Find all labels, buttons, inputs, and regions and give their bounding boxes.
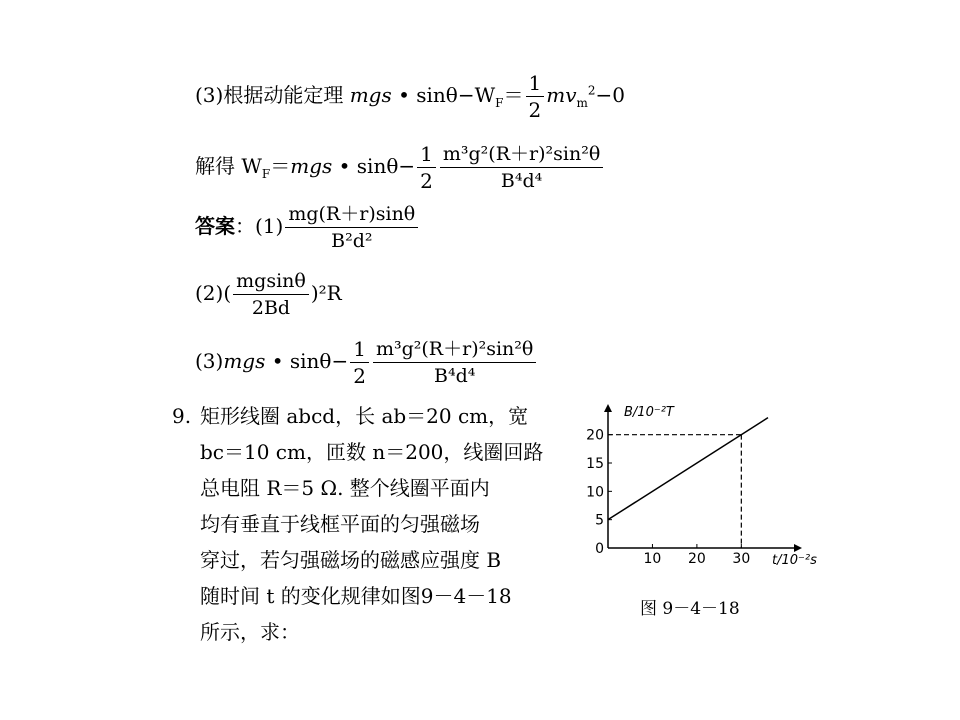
figure-caption: 图 9－4－18 — [640, 599, 740, 619]
y-tick-label: 5 — [595, 512, 604, 529]
answer-3-line — [195, 336, 538, 389]
answer-3-half-num: 1 — [353, 337, 366, 361]
y-tick-label: 20 — [586, 427, 604, 444]
solution-line-3-eq: ＝ — [503, 83, 524, 107]
solution-line-3-half — [526, 70, 545, 123]
solve-eq: ＝ — [270, 154, 291, 178]
answer-3-term: mgs — [223, 349, 266, 373]
solve-w-sub: F — [261, 167, 271, 181]
answer-1-den: B²d² — [285, 227, 418, 254]
solution-line-3-sin: sinθ — [416, 83, 458, 107]
solve-prefix: 解得 — [195, 154, 235, 178]
x-tick-label: 20 — [687, 551, 706, 567]
problem-line: 均有垂直于线框平面的匀强磁场 — [200, 512, 480, 536]
answer-2-den: 2Bd — [233, 294, 309, 321]
solution-line-3 — [195, 70, 625, 123]
answer-2-num: mgsinθ — [236, 270, 306, 292]
answer-2-label: (2)( — [195, 281, 232, 305]
solution-solve-line — [195, 141, 605, 194]
problem-line: bc＝10 cm，匝数 n＝200，线圈回路 — [200, 440, 544, 464]
answer-3-fraction — [373, 336, 536, 389]
solution-line-3-half-den: 2 — [526, 96, 545, 123]
answer-2-tail: )²R — [310, 281, 342, 305]
solution-line-3-w: W — [474, 83, 496, 107]
solve-w: W — [241, 154, 262, 178]
solve-half-den: 2 — [417, 167, 436, 194]
answer-2-line — [195, 268, 342, 321]
y-axis-label: B/10⁻²T — [624, 405, 674, 420]
answer-3-label: (3) — [195, 349, 224, 373]
problem-line: 所示，求： — [200, 620, 300, 644]
y-tick-label: 15 — [586, 456, 604, 472]
answer-3-minus: − — [331, 349, 349, 373]
answer-3-half-den: 2 — [350, 362, 369, 389]
answer-1-label: (1) — [255, 214, 284, 238]
solve-half — [417, 141, 436, 194]
b-t-graph — [588, 398, 828, 578]
answer-2-fraction — [233, 268, 309, 321]
solution-line-3-sq: 2 — [587, 83, 596, 98]
answer-3-dot: • — [271, 349, 284, 373]
answer-3-sin: sinθ — [289, 349, 332, 373]
problem-line: 穿过，若匀强磁场的磁感应强度 B — [200, 548, 502, 572]
problem-text — [200, 398, 543, 650]
answer-label: 答案 — [195, 214, 235, 238]
problem-line: 总电阻 R＝5 Ω. 整个线圈平面内 — [200, 476, 490, 500]
answer-3-half — [350, 336, 369, 389]
solution-line-3-tail: −0 — [595, 83, 626, 107]
solve-minus: − — [398, 154, 416, 178]
answer-1-num: mg(R＋r)sinθ — [288, 203, 416, 225]
solution-line-3-term: mgs — [349, 83, 392, 107]
b-t-line — [608, 418, 768, 520]
x-axis-label: t/10⁻²s — [772, 553, 817, 568]
x-axis-arrow — [794, 544, 802, 552]
solution-line-3-v-sub: m — [576, 96, 588, 110]
x-tick-label: 30 — [732, 551, 751, 567]
solution-line-3-w-sub: F — [495, 96, 504, 110]
problem-line: 矩形线圈 abcd，长 ab＝20 cm，宽 — [200, 404, 529, 428]
solve-fraction — [440, 141, 603, 194]
y-axis-arrow — [604, 404, 612, 412]
solution-line-3-dot: • — [398, 83, 410, 107]
solution-line-3-prefix: (3)根据动能定理 — [195, 83, 344, 107]
answer-1-fraction — [285, 201, 418, 254]
solution-line-3-half-num: 1 — [528, 71, 542, 95]
solution-line-3-mv: mv — [546, 83, 577, 107]
solution-line-3-minus: − — [457, 83, 475, 107]
x-tick-label: 10 — [643, 551, 662, 567]
answer-3-num: m³g²(R＋r)²sin²θ — [375, 338, 534, 360]
answer-colon: ： — [235, 214, 255, 238]
problem-number: 9. — [172, 404, 192, 428]
solve-term: mgs — [290, 154, 333, 178]
answer-3-den: B⁴d⁴ — [373, 362, 536, 389]
solve-sin: sinθ — [356, 154, 399, 178]
solve-half-num: 1 — [420, 142, 433, 166]
solve-fraction-den: B⁴d⁴ — [440, 167, 603, 194]
solve-dot: • — [338, 154, 351, 178]
problem-line: 随时间 t 的变化规律如图9－4－18 — [200, 584, 512, 608]
y-tick-label: 10 — [586, 484, 604, 501]
y-tick-label: 0 — [595, 541, 604, 557]
solve-fraction-num: m³g²(R＋r)²sin²θ — [442, 143, 601, 165]
answer-1-line — [195, 201, 420, 254]
